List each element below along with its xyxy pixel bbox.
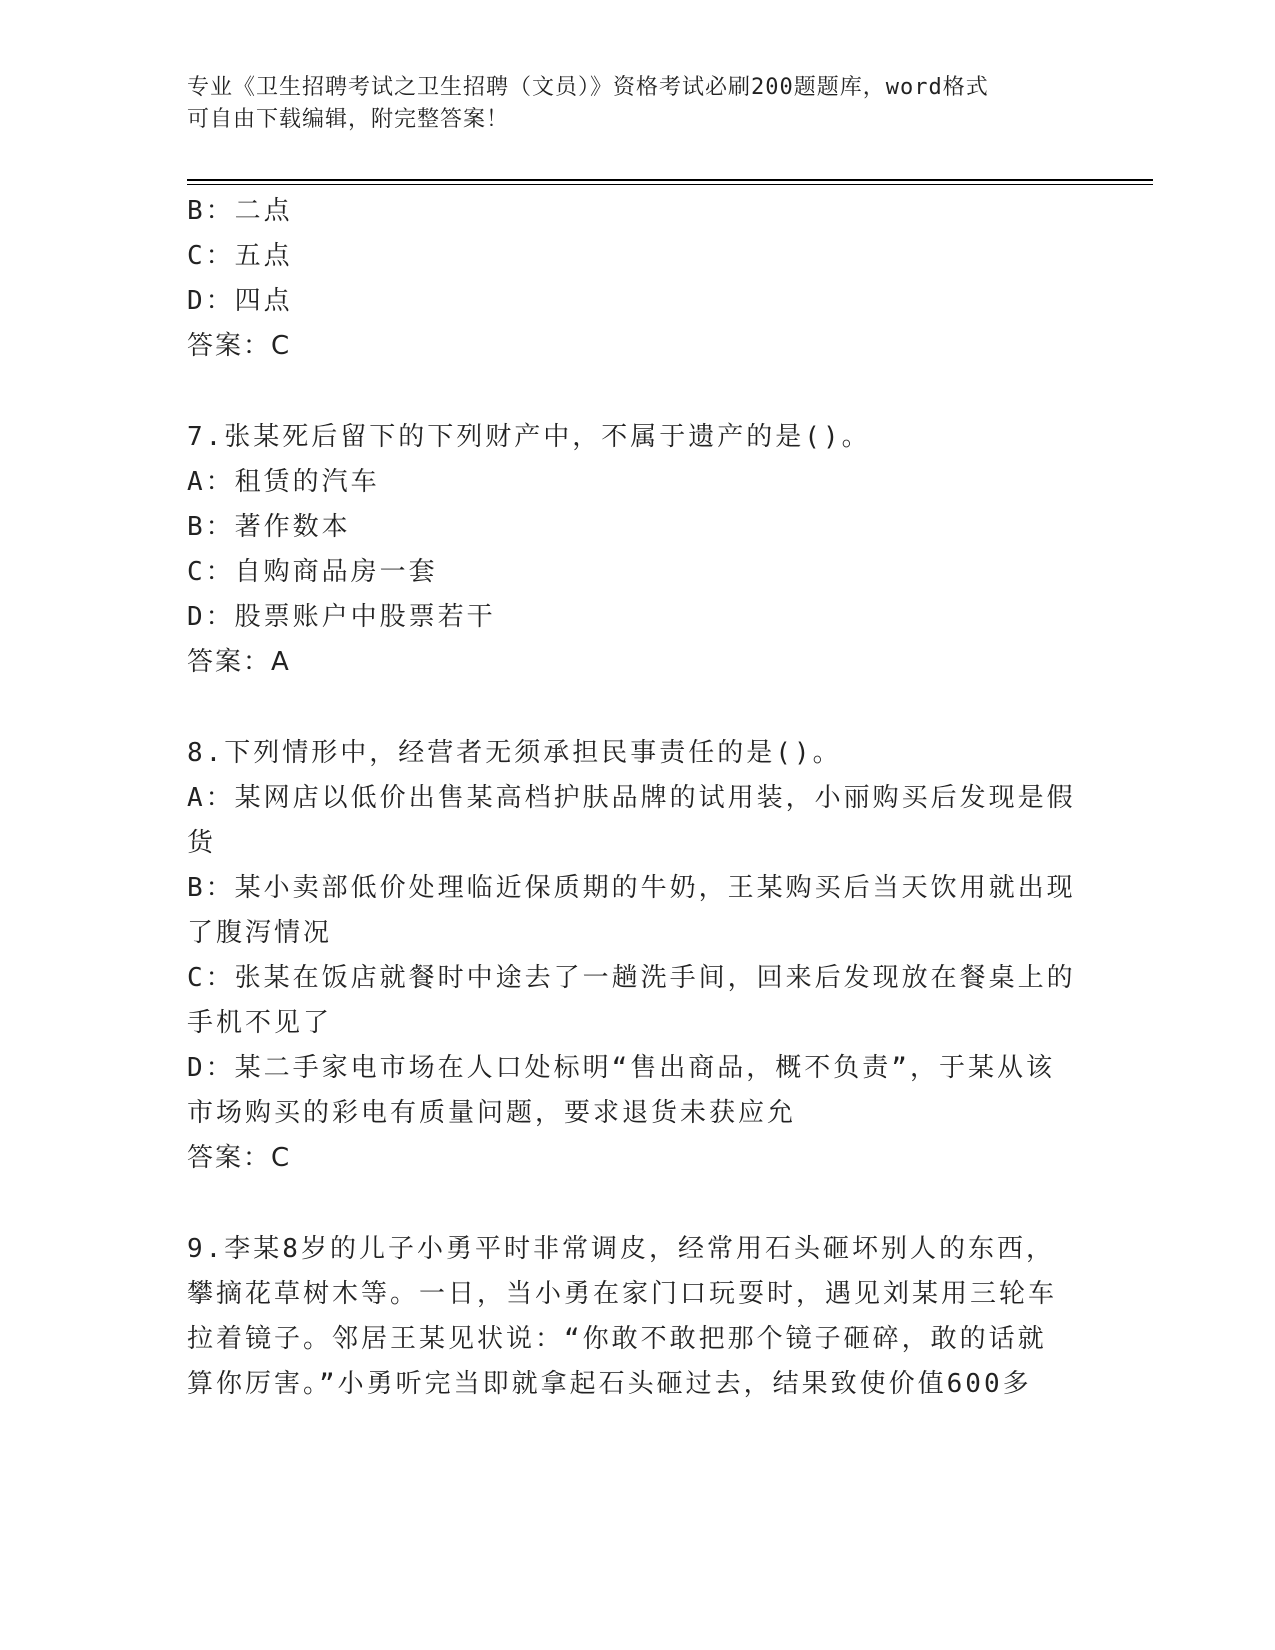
document-header [187,72,1067,136]
question-6-tail [187,189,1087,369]
option-b-line-2: 了腹泻情况 [187,918,333,948]
option-a: A：租赁的汽车 [187,467,380,497]
option-b-line-1: B：某小卖部低价处理临近保质期的牛奶，王某购买后当天饮用就出现 [187,873,1076,903]
question-stem: 7.张某死后留下的下列财产中，不属于遗产的是()。 [187,422,871,452]
answer: 答案：A [187,647,291,677]
option-a-line-2: 货 [187,828,217,858]
header-rule-thin [187,184,1153,185]
answer: 答案：C [187,331,292,361]
question-stem-line-4: 算你厉害。”小勇听完当即就拿起石头砸过去，结果致使价值600多 [187,1369,1032,1399]
question-stem-line-1: 9.李某8岁的儿子小勇平时非常调皮，经常用石头砸坏别人的东西， [187,1234,1055,1264]
option-d: D：股票账户中股票若干 [187,602,496,632]
option-d-line-1: D：某二手家电市场在人口处标明“售出商品，概不负责”，于某从该 [187,1053,1055,1083]
question-8 [187,731,1087,1181]
header-line-1: 专业《卫生招聘考试之卫生招聘（文员）》资格考试必刷200题题库，word格式 [187,75,989,100]
header-rule-thick [187,179,1153,181]
option-c-line-2: 手机不见了 [187,1008,333,1038]
question-9 [187,1227,1087,1407]
option-a-line-1: A：某网店以低价出售某高档护肤品牌的试用装，小丽购买后发现是假 [187,783,1076,813]
question-stem-line-3: 拉着镜子。邻居王某见状说：“你敢不敢把那个镜子砸碎，敢的话就 [187,1324,1047,1354]
option-b: B：著作数本 [187,512,351,542]
option-d-line-2: 市场购买的彩电有质量问题，要求退货未获应允 [187,1098,797,1128]
option-c: C：自购商品房一套 [187,557,438,587]
question-stem-line-2: 攀摘花草树木等。一日，当小勇在家门口玩耍时，遇见刘某用三轮车 [187,1279,1058,1309]
question-7 [187,415,1087,685]
document-body [187,189,1087,1407]
option-d: D：四点 [187,286,293,316]
answer: 答案：C [187,1143,292,1173]
option-c-line-1: C：张某在饭店就餐时中途去了一趟洗手间，回来后发现放在餐桌上的 [187,963,1076,993]
option-c: C：五点 [187,241,293,271]
question-stem: 8.下列情形中，经营者无须承担民事责任的是()。 [187,738,842,768]
option-b: B：二点 [187,196,293,226]
header-line-2: 可自由下载编辑，附完整答案！ [187,107,510,132]
